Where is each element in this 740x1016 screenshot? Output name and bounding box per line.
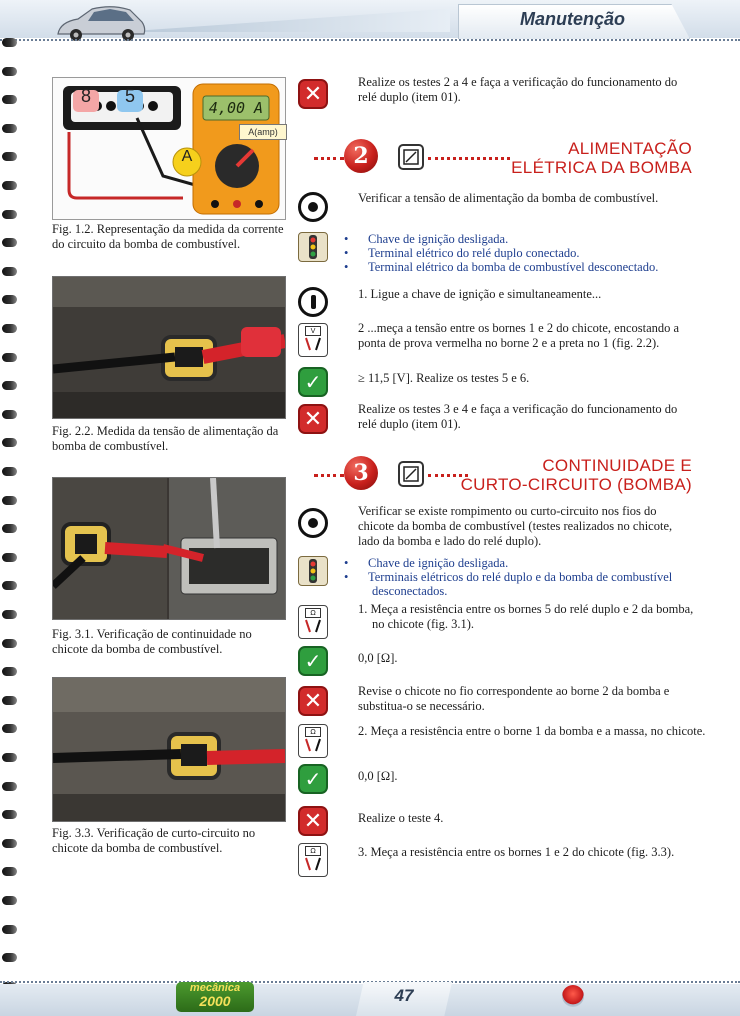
result-fail-text: Realize o teste 4. bbox=[358, 811, 444, 825]
logo-line: mecânica bbox=[189, 982, 241, 994]
car-illustration bbox=[52, 2, 148, 42]
header-dotted-rule bbox=[0, 39, 740, 41]
binding-ring bbox=[2, 67, 17, 76]
binding-ring bbox=[2, 210, 17, 219]
conditions-list bbox=[344, 556, 694, 598]
binding-ring bbox=[2, 925, 17, 934]
figure-caption: Fig. 3.1. Verificação de continuidade no chicote da bomba de combustível. bbox=[52, 627, 252, 656]
binding-ring bbox=[2, 438, 17, 447]
binding-ring bbox=[2, 181, 17, 190]
result-ok-text: 0,0 [Ω]. bbox=[358, 769, 398, 783]
ohmmeter-unit: Ω bbox=[305, 846, 321, 856]
ignition-key-icon bbox=[298, 287, 328, 317]
fail-icon: ✕ bbox=[298, 806, 328, 836]
relay-switch-glyph bbox=[400, 146, 422, 168]
fail-icon: ✕ bbox=[298, 79, 328, 109]
probe-leads-glyph bbox=[301, 336, 325, 352]
binding-ring bbox=[2, 295, 17, 304]
magazine-logo bbox=[176, 982, 254, 1012]
voltmeter-icon bbox=[298, 323, 328, 357]
step-text: 1. Ligue a chave de ignição e simultaneamente... bbox=[358, 287, 602, 301]
binding-ring bbox=[2, 896, 17, 905]
logo-line: 2000 bbox=[199, 993, 231, 1009]
ok-icon: ✓ bbox=[298, 646, 328, 676]
binding-ring bbox=[2, 782, 17, 791]
ohmmeter-unit: Ω bbox=[305, 608, 321, 618]
binding-ring bbox=[2, 353, 17, 362]
section-title: ALIMENTAÇÃO bbox=[568, 139, 692, 158]
ohmmeter-icon bbox=[298, 724, 328, 758]
relay-icon bbox=[398, 461, 424, 487]
voltage-measurement-photo bbox=[53, 277, 285, 418]
ohmmeter-unit: Ω bbox=[305, 727, 321, 737]
binding-ring bbox=[2, 953, 17, 962]
objective-icon bbox=[298, 508, 328, 538]
section-leader-dots bbox=[314, 157, 344, 160]
binding-ring bbox=[2, 753, 17, 762]
binding-ring bbox=[2, 152, 17, 161]
figure-caption: Fig. 3.3. Verificação de curto-circuito no chicote da bomba de combustível. bbox=[52, 826, 256, 855]
list-item: • Chave de ignição desligada. bbox=[344, 556, 509, 570]
page-number: 47 bbox=[394, 986, 414, 1005]
binding-ring bbox=[2, 867, 17, 876]
ok-icon: ✓ bbox=[298, 367, 328, 397]
list-item: • Terminal elétrico do relé duplo conectado. bbox=[344, 246, 580, 260]
connector-pin-label: 5 bbox=[124, 86, 135, 106]
relay-switch-glyph bbox=[400, 463, 422, 485]
list-item: • Terminal elétrico da bomba de combustível desconectado. bbox=[344, 260, 659, 274]
binding-ring bbox=[2, 38, 17, 47]
page-section-title: Manutenção bbox=[520, 9, 626, 29]
section-title: ELÉTRICA DA BOMBA bbox=[511, 158, 692, 177]
binding-ring bbox=[2, 553, 17, 562]
probe-leads-glyph bbox=[301, 618, 325, 634]
figure-caption: Fig. 2.2. Medida da tensão de alimentação da bomba de combustível. bbox=[52, 424, 279, 453]
binding-ring bbox=[2, 667, 17, 676]
result-ok-text: ≥ 11,5 [V]. Realize os testes 5 e 6. bbox=[358, 371, 530, 385]
binding-ring bbox=[2, 496, 17, 505]
binding-ring bbox=[2, 95, 17, 104]
connector-pin-label: 8 bbox=[80, 86, 91, 106]
ammeter-label: A bbox=[181, 148, 193, 165]
section-title: CONTINUIDADE E bbox=[542, 456, 692, 475]
ohmmeter-icon bbox=[298, 605, 328, 639]
step-text: 2. Meça a resistência entre o borne 1 da bomba e a massa, no chicote. bbox=[358, 724, 706, 738]
meter-unit-label: A(amp) bbox=[239, 124, 287, 140]
meter-display: 4,00 A bbox=[208, 99, 264, 117]
binding-ring bbox=[2, 381, 17, 390]
binding-ring bbox=[2, 839, 17, 848]
conditions-list bbox=[344, 232, 694, 274]
result-ok-text: 0,0 [Ω]. bbox=[358, 651, 398, 665]
binding-ring bbox=[2, 267, 17, 276]
fail-icon: ✕ bbox=[298, 404, 328, 434]
objective-icon bbox=[298, 192, 328, 222]
ok-icon: ✓ bbox=[298, 764, 328, 794]
step-text: Realize os testes 2 a 4 e faça a verificação do funcionamento do relé duplo (item 01). bbox=[358, 75, 678, 104]
list-item: • Terminais elétricos do relé duplo e da bomba de combustível desconectados. bbox=[344, 570, 673, 598]
binding-ring bbox=[2, 524, 17, 533]
voltmeter-unit: V bbox=[305, 326, 321, 336]
figure-3-1-photo bbox=[52, 477, 286, 620]
list-item: • Chave de ignição desligada. bbox=[344, 232, 509, 246]
traffic-light-icon bbox=[298, 556, 328, 586]
binding-ring bbox=[2, 124, 17, 133]
probe-leads-glyph bbox=[301, 737, 325, 753]
figure-1-2 bbox=[52, 77, 286, 220]
figure-2-2-photo bbox=[52, 276, 286, 419]
brand-circle-icon bbox=[562, 985, 584, 1007]
step-text: 1. Meça a resistência entre os bornes 5 do relé duplo e 2 da bomba, no chicote (fig. 3.1). bbox=[358, 602, 694, 631]
objective-text: Verificar a tensão de alimentação da bomba de combustível. bbox=[358, 191, 659, 205]
step-text: 2 ...meça a tensão entre os bornes 1 e 2 do chicote, encostando a ponta de prova vermelha no borne 2 e a preta no 1 (fig. 2.2). bbox=[358, 321, 680, 350]
section-number-badge: 2 bbox=[344, 139, 378, 173]
section-title: CURTO-CIRCUITO (BOMBA) bbox=[460, 475, 692, 494]
ohmmeter-icon bbox=[298, 843, 328, 877]
section-number-badge: 3 bbox=[344, 456, 378, 490]
traffic-light-glyph bbox=[303, 558, 323, 584]
probe-leads-glyph bbox=[301, 856, 325, 872]
binding-ring bbox=[2, 610, 17, 619]
fail-icon: ✕ bbox=[298, 686, 328, 716]
relay-icon bbox=[398, 144, 424, 170]
binding-ring bbox=[2, 639, 17, 648]
objective-text: Verificar se existe rompimento ou curto-circuito nos fios do chicote da bomba de combustível (testes realizados no chicote, lado da bomba e lado do relé duplo). bbox=[358, 504, 673, 548]
continuity-check-photo bbox=[53, 478, 285, 619]
section-leader-dots bbox=[314, 474, 344, 477]
binding-ring bbox=[2, 581, 17, 590]
traffic-light-glyph bbox=[303, 234, 323, 260]
step-text: 3. Meça a resistência entre os bornes 1 e 2 do chicote (fig. 3.3). bbox=[358, 845, 675, 859]
binding-ring bbox=[2, 324, 17, 333]
figure-caption: Fig. 1.2. Representação da medida da corrente do circuito da bomba de combustível. bbox=[52, 222, 284, 251]
binding-ring bbox=[2, 724, 17, 733]
figure-3-3-photo bbox=[52, 677, 286, 822]
result-fail-text: Realize os testes 3 e 4 e faça a verificação do funcionamento do relé duplo (item 01). bbox=[358, 402, 678, 431]
result-fail-text: Revise o chicote no fio correspondente ao borne 2 da bomba e substitua-o se necessário. bbox=[358, 684, 670, 713]
binding-ring bbox=[2, 467, 17, 476]
traffic-light-icon bbox=[298, 232, 328, 262]
binding-ring bbox=[2, 810, 17, 819]
binding-ring bbox=[2, 696, 17, 705]
binding-ring bbox=[2, 238, 17, 247]
binding-ring bbox=[2, 410, 17, 419]
short-circuit-check-photo bbox=[53, 678, 285, 821]
